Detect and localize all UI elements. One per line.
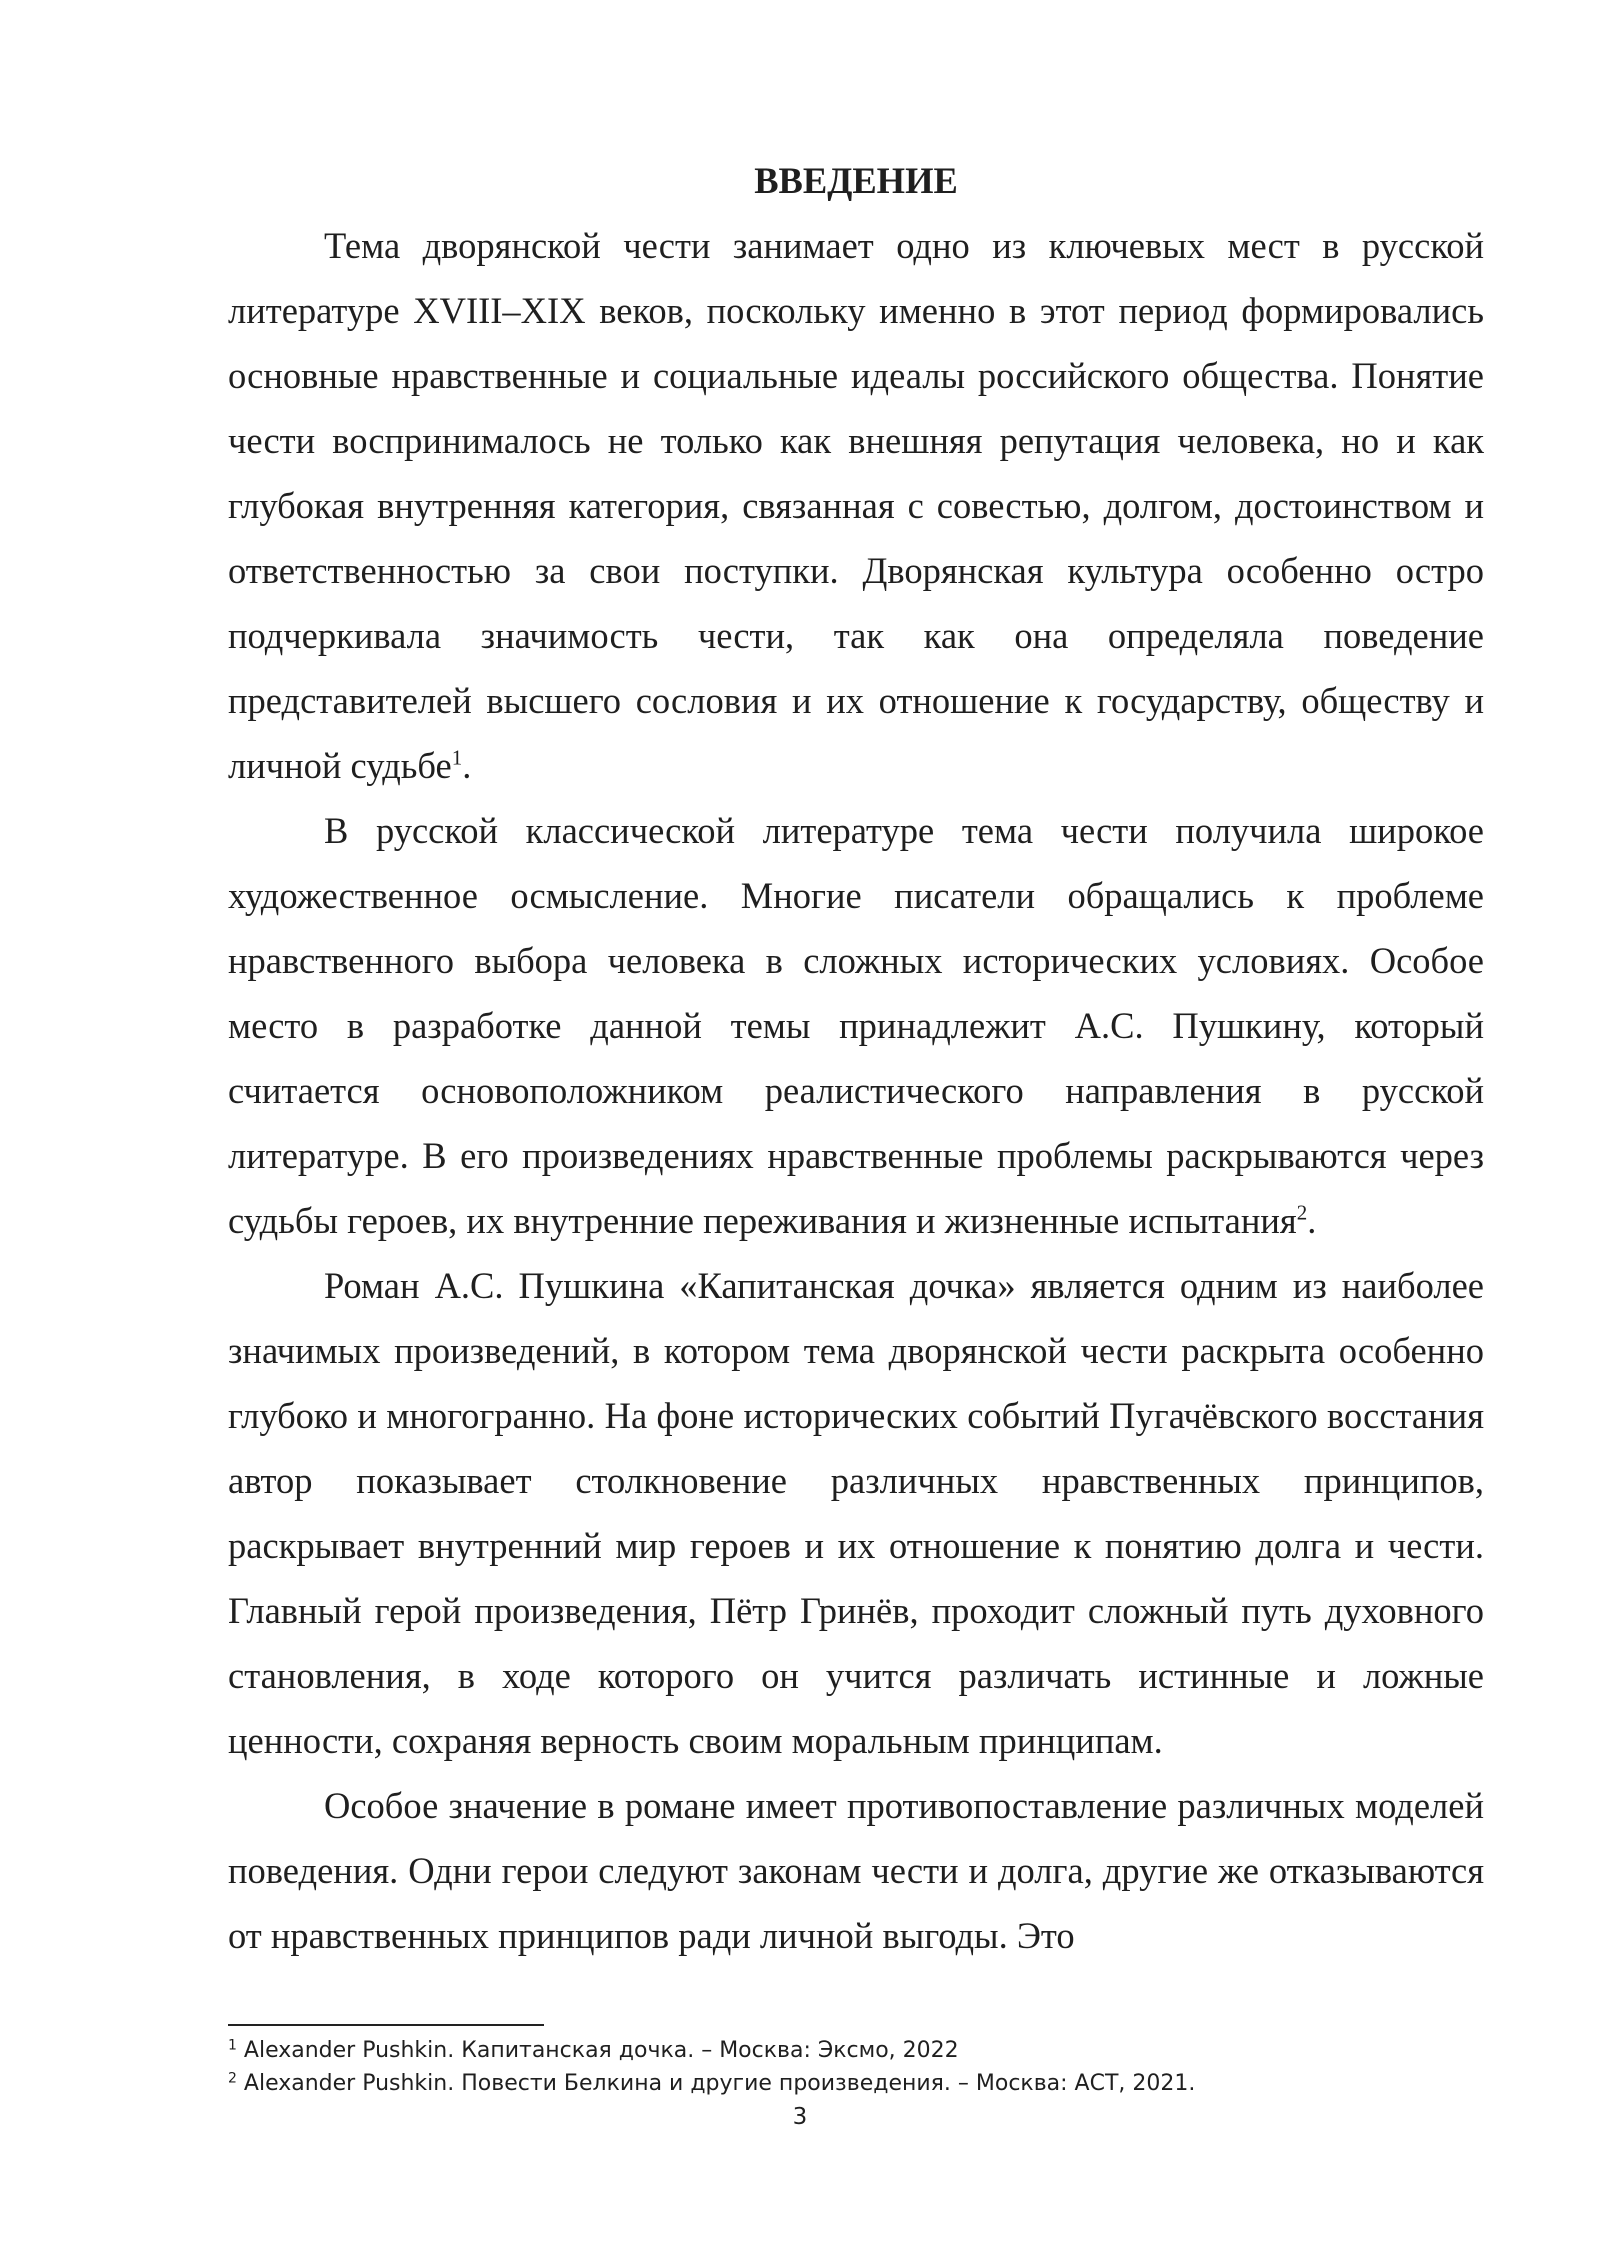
paragraph-2-text: В русской классической литературе тема чести получила широкое художественное осмысление. Многие писатели обращались к проблеме нравственного выбора человека в сложных исторических условиях. Особое место в разработке данной темы принадлежит А.С. Пушкину, который считается основоположником реалистического направления в русской литературе. В его произведениях нравственные проблемы раскрываются через судьбы героев, их внутренние переживания и жизненные испытания <box>228 810 1484 1241</box>
footnote-separator <box>228 2024 544 2026</box>
paragraph-2-tail: . <box>1307 1200 1317 1241</box>
paragraph-1 <box>228 213 1484 798</box>
paragraph-3 <box>228 1253 1484 1773</box>
footnote-1 <box>228 2034 1484 2067</box>
footnotes <box>228 2034 1484 2100</box>
main-text <box>228 148 1484 1968</box>
footnote-2 <box>228 2067 1484 2100</box>
footnote-ref-2[interactable]: 2 <box>1296 1200 1308 1225</box>
paragraph-1-tail: . <box>462 745 472 786</box>
paragraph-1-text: Тема дворянской чести занимает одно из ключевых мест в русской литературе XVIII–XIX веков, поскольку именно в этот период формировались основные нравственные и социальные идеалы российского общества. Понятие чести воспринималось не только как внешняя репутация человека, но и как глубокая внутренняя категория, связанная с совестью, долгом, достоинством и ответственностью за свои поступки. Дворянская культура особенно остро подчеркивала значимость чести, так как она определяла поведение представителей высшего сословия и их отношение к государству, обществу и личной судьбе <box>228 225 1484 786</box>
page-number: 3 <box>792 2104 808 2130</box>
paragraph-4-text: Особое значение в романе имеет противопоставление различных моделей поведения. Одни герои следуют законам чести и долга, другие же отказываются от нравственных принципов ради личной выгоды. Это <box>228 1785 1484 1956</box>
paragraph-4 <box>228 1773 1484 1968</box>
paragraph-2 <box>228 798 1484 1253</box>
paragraph-3-text: Роман А.С. Пушкина «Капитанская дочка» является одним из наиболее значимых произведений, в котором тема дворянской чести раскрыта особенно глубоко и многогранно. На фоне исторических событий Пугачёвского восстания автор показывает столкновение различных нравственных принципов, раскрывает внутренний мир героев и их отношение к понятию долга и чести. Главный герой произведения, Пётр Гринёв, проходит сложный путь духовного становления, в ходе которого он учится различать истинные и ложные ценности, сохраняя верность своим моральным принципам. <box>228 1265 1484 1761</box>
footnote-2-mark: 2 <box>228 2070 237 2087</box>
footnote-1-text: Alexander Pushkin. Капитанская дочка. – Москва: Эксмо, 2022 <box>236 2038 959 2063</box>
footnote-ref-1[interactable]: 1 <box>451 745 463 770</box>
page-title: ВВЕДЕНИЕ <box>754 160 958 201</box>
footnote-1-mark: 1 <box>228 2037 237 2054</box>
footnote-2-text: Alexander Pushkin. Повести Белкина и другие произведения. – Москва: АСТ, 2021. <box>236 2071 1196 2096</box>
